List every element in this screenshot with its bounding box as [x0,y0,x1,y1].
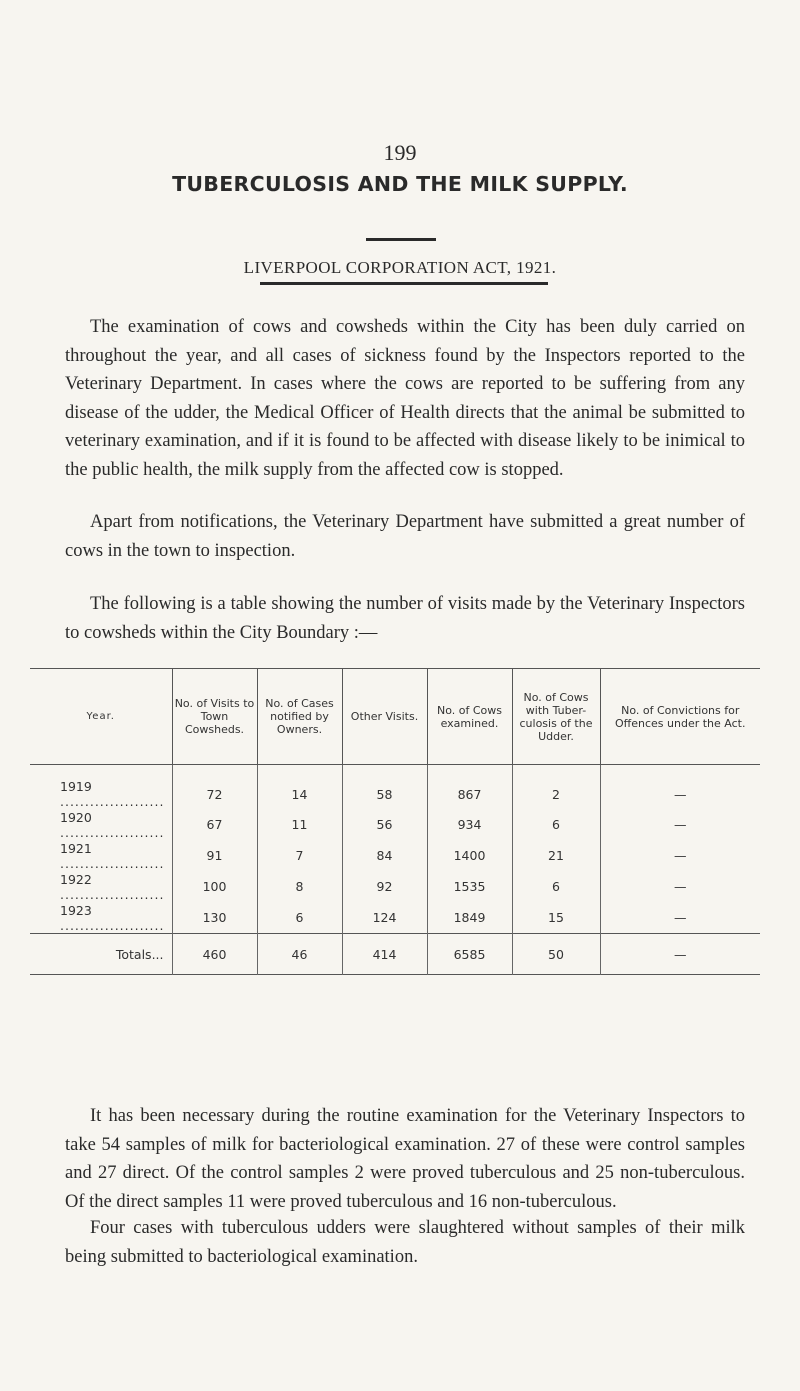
paragraph-notifications: Apart from notifications, the Veterinary Department have submitted a great number of cows in the town to inspection. [65,512,745,561]
cell-visits: 72 [172,765,257,810]
header-other-visits: Other Visits. [342,669,427,765]
paragraph-table-intro: The following is a table showing the number of visits made by the Veterinary Inspectors to cowsheds within the City Boundary :— [65,594,745,643]
cell-visits: 130 [172,902,257,934]
cell-other: 92 [342,871,427,902]
cell-year: 1922 ..................... [60,871,165,902]
total-visits: 460 [172,934,257,975]
cell-cases: 14 [257,765,342,810]
total-cases: 46 [257,934,342,975]
header-year: Year. [86,711,115,722]
cell-other: 124 [342,902,427,934]
cell-other: 56 [342,809,427,840]
paragraph-slaughtered: Four cases with tuberculous udders were slaughtered without samples of their milk being submitted to bacteriological examination. [65,1218,745,1267]
cell-cows: 1400 [427,840,512,871]
cell-year: 1923 ..................... [60,902,165,933]
cell-tuber: 6 [512,809,600,840]
cell-cases: 7 [257,840,342,871]
total-convictions: — [600,934,760,975]
cell-cases: 8 [257,871,342,902]
visits-table [30,668,760,975]
cell-visits: 91 [172,840,257,871]
header-cows-examined: No. of Cows examined. [427,669,512,765]
cell-convictions: — [600,871,760,902]
totals-label: Totals... [115,946,164,962]
cell-cows: 1849 [427,902,512,934]
cell-cases: 6 [257,902,342,934]
totals-row [30,934,760,975]
cell-tuber: 2 [512,765,600,810]
title-divider [366,238,436,241]
subtitle-underline [260,282,548,285]
paragraph-examination: The examination of cows and cowsheds within the City has been duly carried on throughout the year, and all cases of sickness found by the Inspectors reported to the Veterinary Department. In cases where the cows are reported to be suffering from any disease of the udder, the Medical Officer of Health directs that the animal be submitted to veterinary examination, and if it is found to be affected with disease likely to be inimical to the public health, the milk supply from the affected cow is stopped. [65,317,745,480]
table-row [30,902,760,934]
cell-year: 1920 ..................... [60,809,165,840]
cell-tuber: 6 [512,871,600,902]
header-tuberculosis: No. of Cows with Tuber-culosis of the Udder. [512,669,600,765]
cell-cows: 1535 [427,871,512,902]
cell-year: 1921 ..................... [60,840,165,871]
table-row [30,809,760,840]
cell-tuber: 15 [512,902,600,934]
table-row [30,871,760,902]
cell-tuber: 21 [512,840,600,871]
total-tuber: 50 [512,934,600,975]
cell-convictions: — [600,809,760,840]
cell-convictions: — [600,902,760,934]
cell-visits: 100 [172,871,257,902]
cell-cows: 934 [427,809,512,840]
cell-cows: 867 [427,765,512,810]
table-header-row [30,669,760,765]
total-cows: 6585 [427,934,512,975]
cell-other: 84 [342,840,427,871]
header-cases: No. of Cases notified by Owners. [257,669,342,765]
cell-other: 58 [342,765,427,810]
paragraph-milk-samples: It has been necessary during the routine examination for the Veterinary Inspectors to take 54 samples of milk for bacteriological examination. 27 of these were control samples and 27 direct. Of the control samples 2 were proved tuberculous and 25 non-tuberculous. Of the direct samples 11 were proved tuberculous and 16 non-tuberculous. [65,1106,745,1212]
subtitle: LIVERPOOL CORPORATION ACT, 1921. [243,258,557,277]
cell-convictions: — [600,765,760,810]
main-title: TUBERCULOSIS AND THE MILK SUPPLY. [172,172,628,196]
total-other: 414 [342,934,427,975]
cell-convictions: — [600,840,760,871]
table-row [30,840,760,871]
page-number: 199 [383,140,417,165]
header-visits: No. of Visits to Town Cowsheds. [172,669,257,765]
header-convictions: No. of Convictions for Offences under the Act. [600,669,760,765]
cell-year: 1919 ..................... [60,779,165,809]
table-row [30,765,760,810]
cell-visits: 67 [172,809,257,840]
cell-cases: 11 [257,809,342,840]
